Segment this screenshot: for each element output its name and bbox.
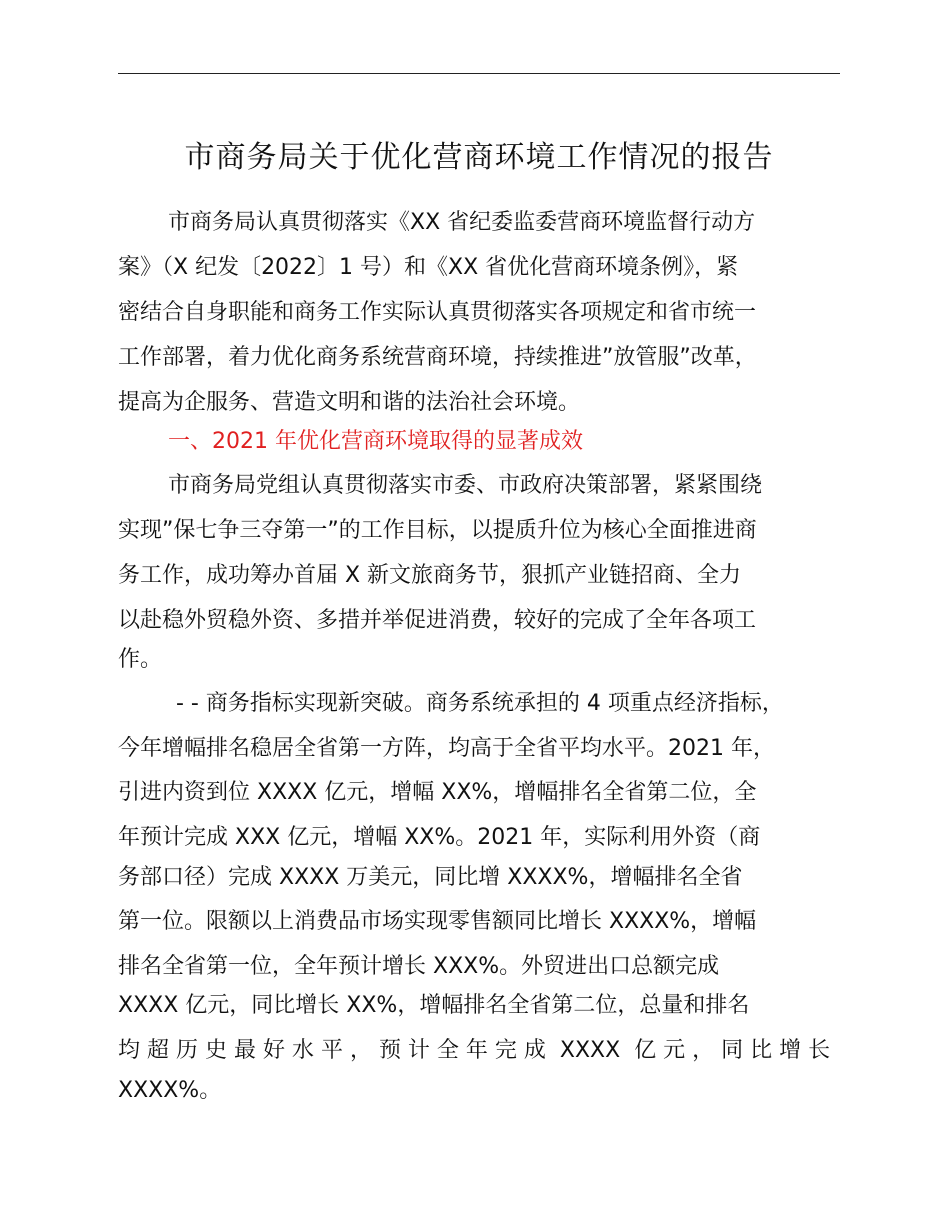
header-rule: [118, 73, 840, 74]
paragraph-line: XXXX 亿元，同比增长 XX%，增幅排名全省第二位，总量和排名: [118, 993, 750, 1018]
paragraph-line: 引进内资到位 XXXX 亿元，增幅 XX%，增幅排名全省第二位，全: [118, 780, 757, 805]
paragraph-line: 务工作，成功筹办首届 X 新文旅商务节，狠抓产业链招商、全力: [118, 563, 742, 588]
page-title: 市商务局关于优化营商环境工作情况的报告: [184, 140, 774, 175]
paragraph-line: 工作部署，着力优化商务系统营商环境，持续推进”放管服”改革，: [118, 345, 757, 370]
paragraph-line: 今年增幅排名稳居全省第一方阵，均高于全省平均水平。2021 年，: [118, 736, 775, 761]
paragraph-line: XXXX%。: [118, 1078, 222, 1103]
paragraph-line: 年预计完成 XXX 亿元，增幅 XX%。2021 年，实际利用外资（商: [118, 825, 761, 850]
paragraph-line: 市商务局认真贯彻落实《XX 省纪委监委营商环境监督行动方: [168, 210, 756, 235]
paragraph-line: 以赴稳外贸稳外资、多措并举促进消费，较好的完成了全年各项工: [118, 608, 757, 633]
paragraph-line: 案》（X 纪发〔2022〕1 号）和《XX 省优化营商环境条例》，紧: [118, 255, 739, 280]
paragraph-line: 均 超 历 史 最 好 水 平 ， 预 计 全 年 完 成 XXXX 亿 元 ， 同 比 增 长: [118, 1038, 831, 1063]
paragraph-line: 排名全省第一位，全年预计增长 XXX%。外贸进出口总额完成: [118, 954, 720, 979]
paragraph-line: 提高为企服务、营造文明和谐的法治社会环境。: [118, 390, 581, 415]
section-heading: 一、2021 年优化营商环境取得的显著成效: [168, 429, 583, 454]
paragraph-line: - - 商务指标实现新突破。商务系统承担的 4 项重点经济指标，: [176, 691, 784, 716]
paragraph-line: 务部口径）完成 XXXX 万美元，同比增 XXXX%，增幅排名全省: [118, 865, 743, 890]
paragraph-line: 第一位。限额以上消费品市场实现零售额同比增长 XXXX%，增幅: [118, 909, 757, 934]
paragraph-line: 市商务局党组认真贯彻落实市委、市政府决策部署，紧紧围绕: [168, 473, 763, 498]
paragraph-line: 密结合自身职能和商务工作实际认真贯彻落实各项规定和省市统一: [118, 300, 757, 325]
paragraph-line: 作。: [118, 647, 163, 672]
paragraph-line: 实现”保七争三夺第一”的工作目标，以提质升位为核心全面推进商: [118, 518, 757, 543]
